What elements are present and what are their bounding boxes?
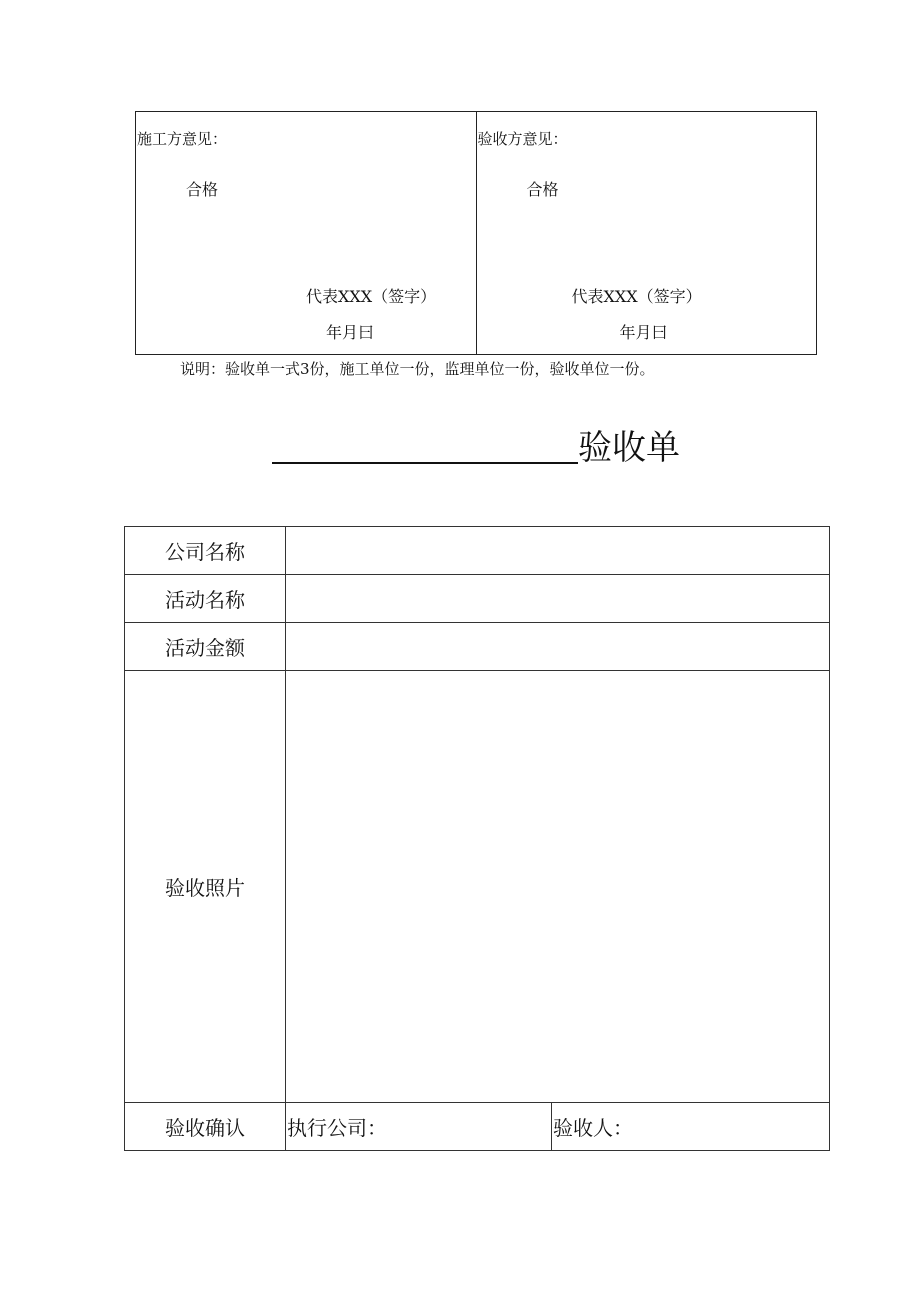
form-title: 验收单 — [578, 428, 680, 468]
acceptance-opinion-heading: 验收方意见： — [477, 130, 568, 148]
acceptance-opinion-cell — [476, 112, 817, 354]
table-row — [125, 671, 830, 1103]
construction-opinion-result: 合格 — [186, 180, 219, 199]
acceptance-form-table — [124, 526, 830, 1151]
activity-name-field[interactable] — [286, 575, 830, 623]
construction-signature: 代表XXX（签字） — [306, 287, 437, 306]
table-row — [125, 575, 830, 623]
acceptance-opinion-result: 合格 — [526, 180, 559, 199]
table-row — [125, 527, 830, 575]
construction-opinion-cell — [136, 112, 476, 354]
acceptance-photos-label: 验收照片 — [125, 671, 286, 1103]
construction-date: 年月曰 — [326, 323, 375, 342]
acceptance-date: 年月曰 — [619, 323, 668, 342]
activity-amount-label: 活动金额 — [125, 623, 286, 671]
title-blank-line[interactable] — [272, 462, 578, 464]
company-name-label: 公司名称 — [125, 527, 286, 575]
opinion-table — [135, 111, 817, 355]
distribution-note: 说明：验收单一式3份，施工单位一份，监理单位一份，验收单位一份。 — [180, 360, 655, 378]
executing-company-field[interactable] — [286, 1103, 552, 1151]
acceptance-photos-area[interactable] — [286, 671, 830, 1103]
table-row — [125, 1103, 830, 1151]
form-title-row — [272, 424, 680, 468]
activity-name-label: 活动名称 — [125, 575, 286, 623]
construction-opinion-heading: 施工方意见： — [137, 130, 228, 148]
activity-amount-field[interactable] — [286, 623, 830, 671]
acceptance-confirmation-label: 验收确认 — [125, 1103, 286, 1151]
executing-company-label: 执行公司： — [287, 1116, 387, 1140]
inspector-label: 验收人： — [553, 1116, 633, 1140]
inspector-field[interactable] — [552, 1103, 830, 1151]
acceptance-signature: 代表XXX（签字） — [571, 287, 702, 306]
table-row — [125, 623, 830, 671]
company-name-field[interactable] — [286, 527, 830, 575]
